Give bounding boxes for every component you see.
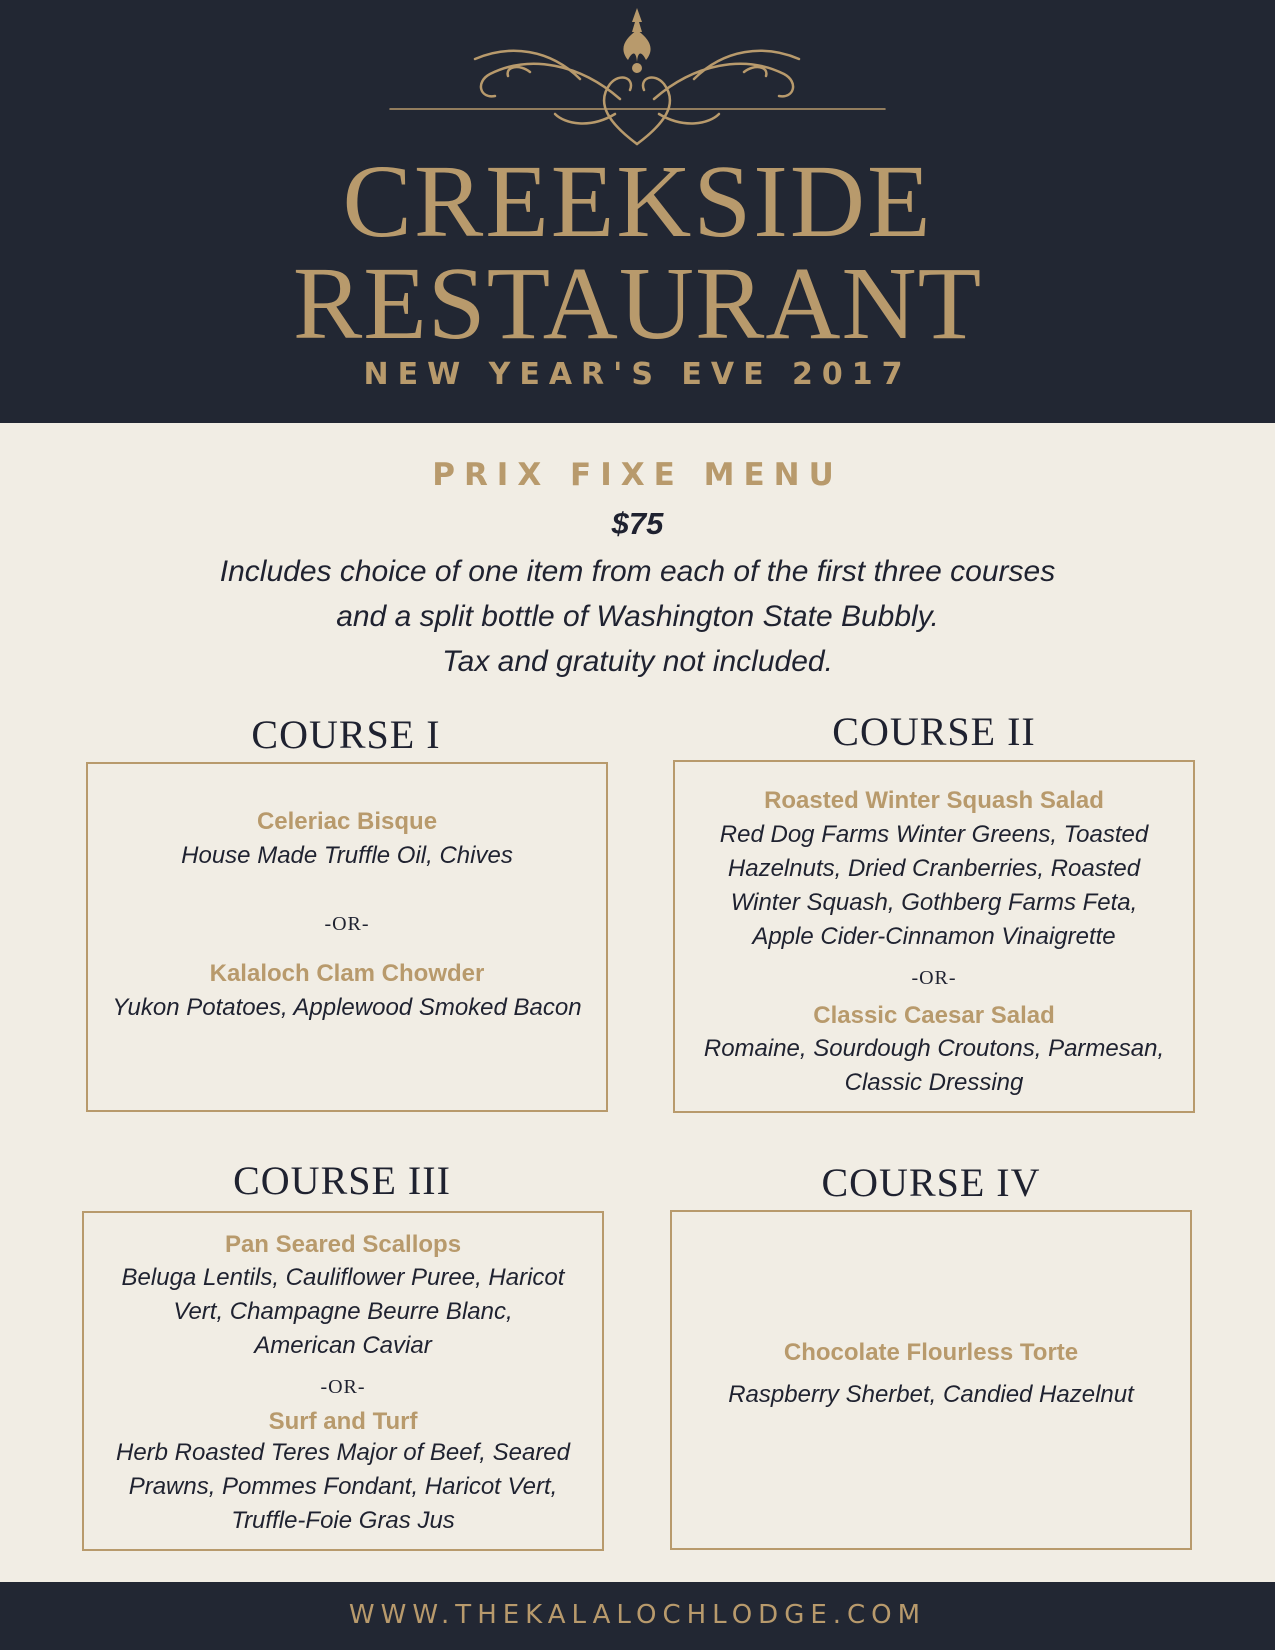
menu-item-description: American Caviar xyxy=(254,1332,432,1359)
menu-item-description: Vert, Champagne Beurre Blanc, xyxy=(173,1298,513,1325)
filigree-ornament-icon xyxy=(380,4,895,150)
or-separator: -OR- xyxy=(911,967,957,989)
menu-item-description: Romaine, Sourdough Croutons, Parmesan, xyxy=(703,1035,1165,1062)
menu-description-line: and a split bottle of Washington State Bubbly. xyxy=(336,600,939,633)
menu-description-line: Tax and gratuity not included. xyxy=(442,645,833,678)
menu-item-description: House Made Truffle Oil, Chives xyxy=(181,842,513,869)
header-banner xyxy=(0,0,1275,423)
menu-item-description: Red Dog Farms Winter Greens, Toasted xyxy=(719,821,1149,848)
menu-item-name: Celeriac Bisque xyxy=(256,808,438,835)
menu-item-description: Prawns, Pommes Fondant, Haricot Vert, xyxy=(128,1473,558,1500)
restaurant-name-line1: CREEKSIDE xyxy=(342,144,933,259)
menu-price: $75 xyxy=(611,506,664,541)
menu-item-name: Chocolate Flourless Torte xyxy=(783,1339,1079,1366)
course-box-3 xyxy=(82,1211,604,1551)
website-link[interactable]: WWW.THEKALALOCHLODGE.COM xyxy=(348,1600,927,1630)
course-box-4 xyxy=(670,1210,1192,1550)
footer-bar xyxy=(0,1582,1275,1650)
menu-item-name: Surf and Turf xyxy=(268,1408,418,1435)
course-box-2 xyxy=(673,760,1195,1113)
menu-item-description: Truffle-Foie Gras Jus xyxy=(231,1507,455,1534)
course-title-2: COURSE II xyxy=(832,709,1036,754)
menu-item-description: Yukon Potatoes, Applewood Smoked Bacon xyxy=(112,994,582,1021)
menu-heading: PRIX FIXE MENU xyxy=(432,457,843,493)
menu-item-description: Beluga Lentils, Cauliflower Puree, Haricot xyxy=(121,1264,565,1291)
course-box-1 xyxy=(86,762,608,1112)
menu-item-name: Pan Seared Scallops xyxy=(224,1231,462,1258)
course-title-1: COURSE I xyxy=(251,712,441,757)
menu-item-name: Classic Caesar Salad xyxy=(813,1002,1055,1029)
menu-item-description: Herb Roasted Teres Major of Beef, Seared xyxy=(115,1439,571,1466)
or-separator: -OR- xyxy=(324,913,370,935)
course-title-3: COURSE III xyxy=(233,1158,451,1203)
or-separator: -OR- xyxy=(320,1376,366,1398)
menu-description-line: Includes choice of one item from each of the first three courses xyxy=(219,555,1056,588)
menu-item-description: Winter Squash, Gothberg Farms Feta, xyxy=(730,889,1138,916)
menu-item-description: Raspberry Sherbet, Candied Hazelnut xyxy=(728,1381,1134,1408)
course-title-4: COURSE IV xyxy=(821,1160,1041,1205)
menu-item-description: Apple Cider-Cinnamon Vinaigrette xyxy=(752,923,1116,950)
menu-item-name: Kalaloch Clam Chowder xyxy=(209,960,485,987)
menu-item-description: Classic Dressing xyxy=(844,1069,1024,1096)
menu-item-description: Hazelnuts, Dried Cranberries, Roasted xyxy=(727,855,1141,882)
menu-item-name: Roasted Winter Squash Salad xyxy=(764,787,1104,814)
event-subtitle: NEW YEAR'S EVE 2017 xyxy=(363,357,912,392)
restaurant-name-line2: RESTAURANT xyxy=(292,246,983,361)
